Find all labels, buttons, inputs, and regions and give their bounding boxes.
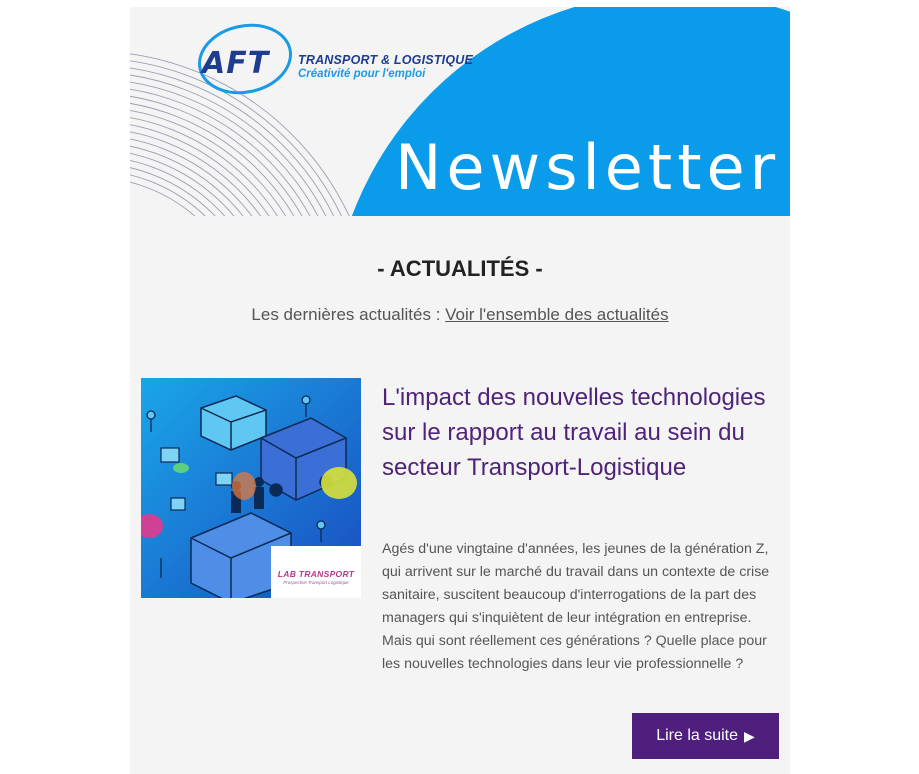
newsletter-title: Newsletter bbox=[395, 131, 781, 204]
play-icon: ▶ bbox=[744, 727, 755, 744]
lab-transport-badge bbox=[271, 546, 361, 598]
article-thumbnail[interactable] bbox=[141, 378, 361, 598]
lab-transport-tagline: Prospective Transport Logistique bbox=[283, 580, 349, 585]
section-title: - ACTUALITÉS - bbox=[377, 256, 543, 281]
subtitle-prefix: Les dernières actualités : bbox=[251, 305, 446, 324]
svg-text:AFT: AFT bbox=[202, 46, 270, 81]
section-subtitle bbox=[130, 305, 790, 325]
article-summary: Agés d'une vingtaine d'années, les jeunes de la génération Z, qui arrivent sur le marché du travail dans un contexte de crise sanitaire, suscitent beaucoup d'interrogations de la part des managers qui s'inquiètent de leur intégration en entreprise. Mais qui sont réellement ces générations ? Quelle place pour les nouvelles technologies dans leur vie professionnelle ? bbox=[382, 541, 770, 672]
read-more-button[interactable] bbox=[632, 713, 779, 759]
newsletter-card bbox=[130, 7, 790, 774]
logo-tagline: Créativité pour l'emploi bbox=[298, 68, 426, 80]
all-news-link[interactable]: Voir l'ensemble des actualités bbox=[445, 305, 669, 324]
lab-transport-logo: LAB TRANSPORT bbox=[277, 569, 355, 579]
read-more-label: Lire la suite bbox=[656, 727, 739, 744]
logo-title: TRANSPORT & LOGISTIQUE bbox=[298, 53, 474, 67]
newsletter-banner bbox=[130, 7, 790, 216]
article-title-link[interactable]: L'impact des nouvelles technologies sur le rapport au travail au sein du secteur Transport-Logistique bbox=[382, 384, 766, 481]
